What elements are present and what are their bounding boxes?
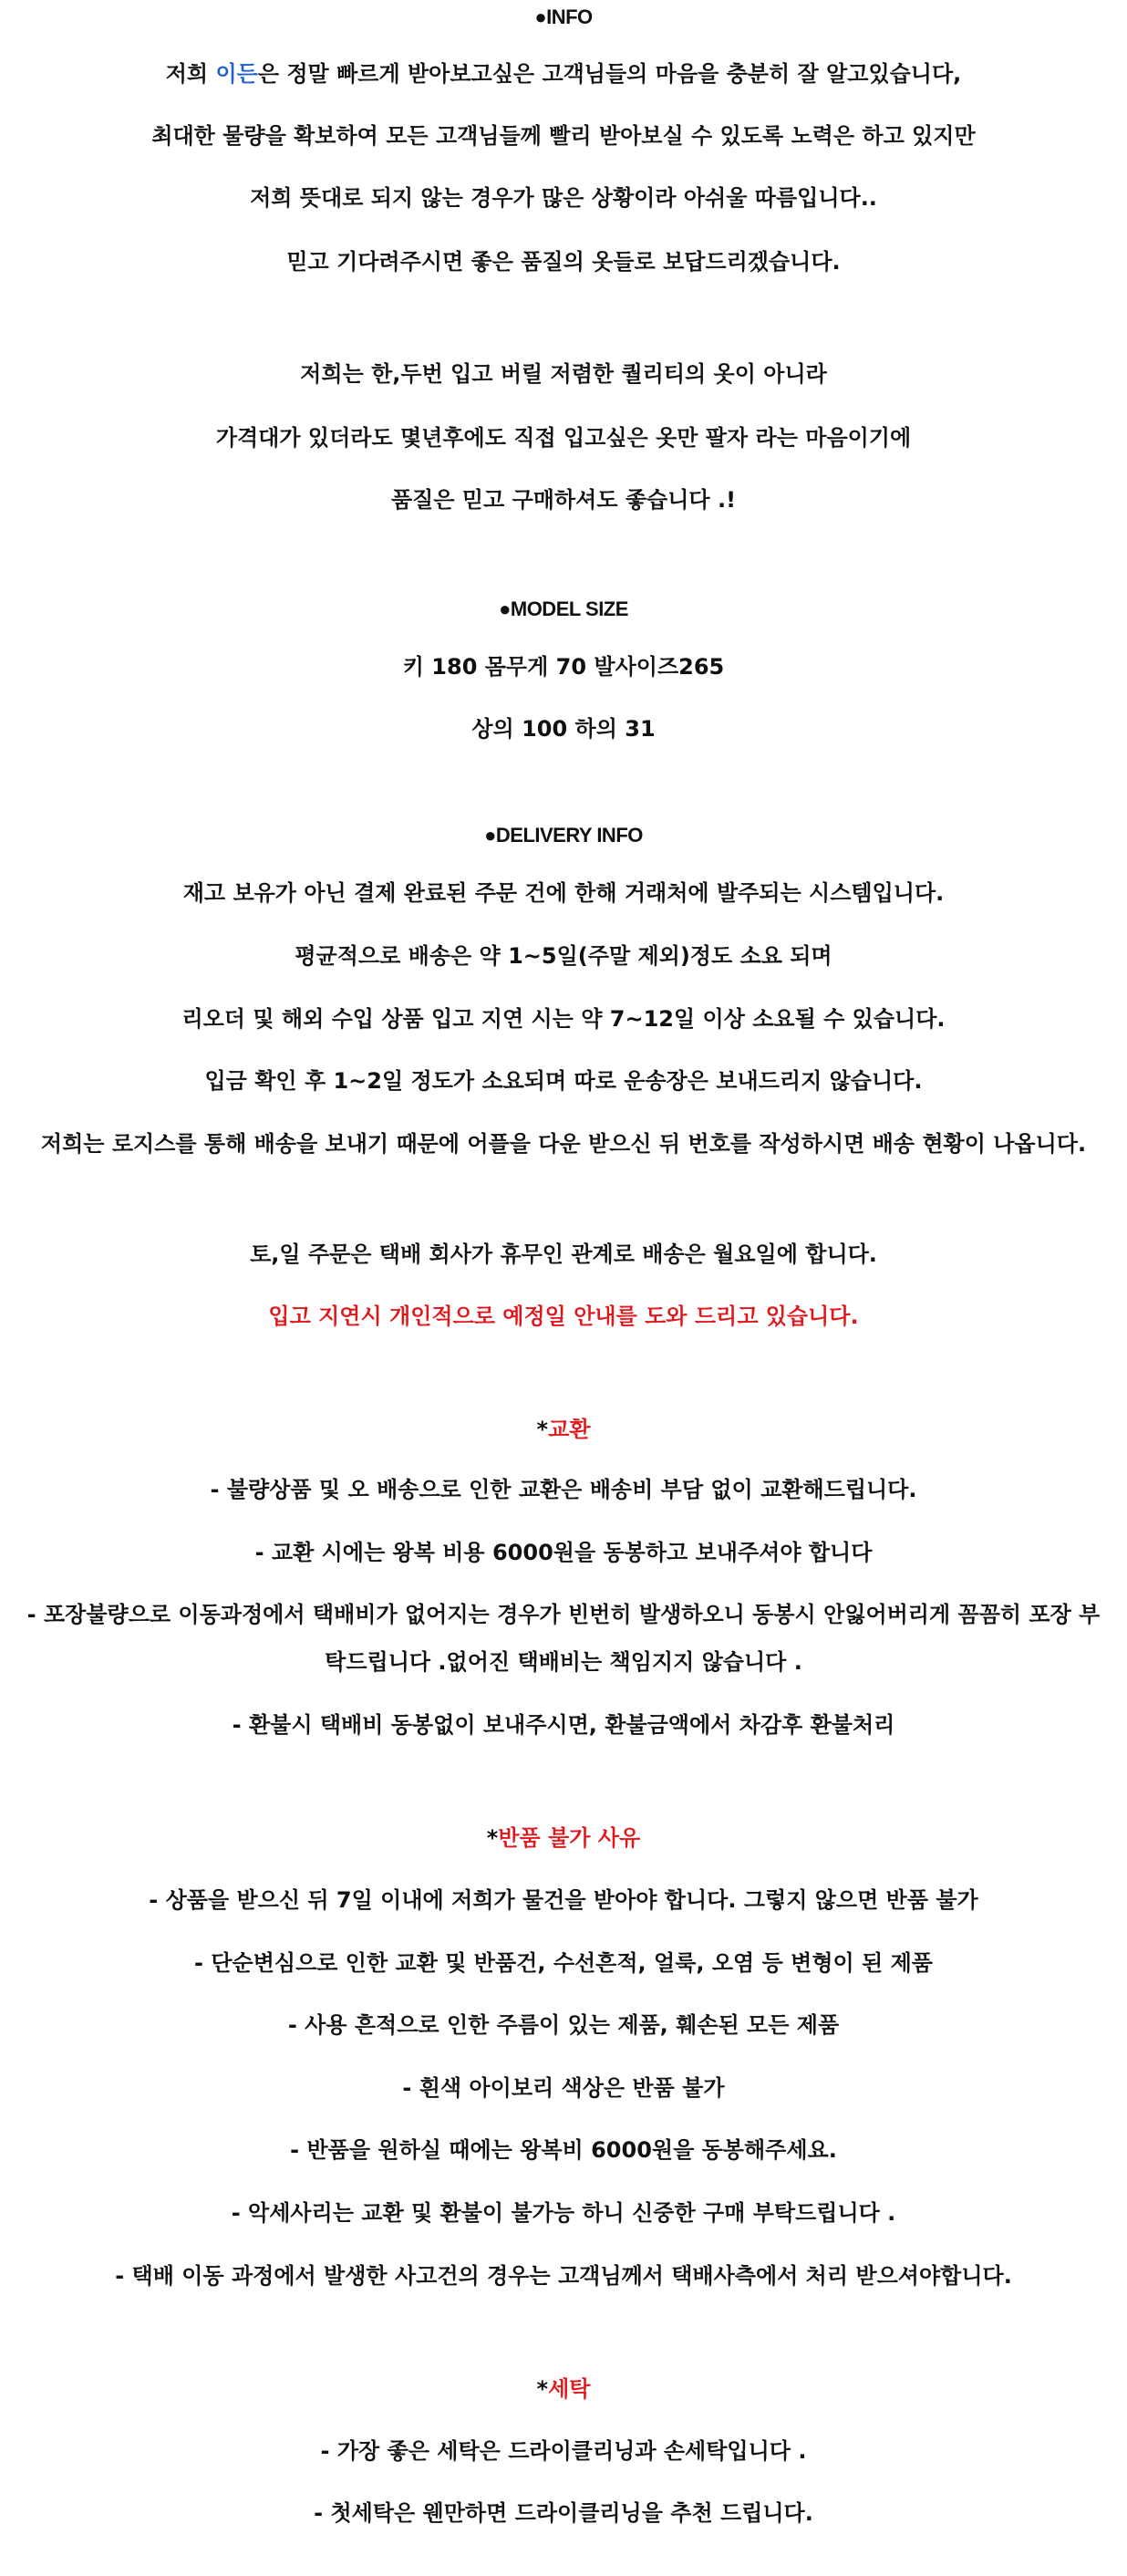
delivery-delay-notice: 입고 지연시 개인적으로 예정일 안내를 도와 드리고 있습니다. <box>268 1304 859 1329</box>
return-heading: *반품 불가 사유 <box>486 1825 641 1851</box>
model-size-line-1: 키 180 몸무게 70 발사이즈265 <box>402 654 725 680</box>
return-line-2: - 단순변심으로 인한 교환 및 반품건, 수선흔적, 얼룩, 오염 등 변형이 된 제품 <box>194 1950 933 1976</box>
exchange-line-2: - 교환 시에는 왕복 비용 6000원을 동봉하고 보내주셔야 합니다 <box>254 1540 873 1565</box>
delivery-line-4: 입금 확인 후 1~2일 정도가 소요되며 따로 운송장은 보내드리지 않습니다. <box>204 1068 923 1094</box>
return-line-5: - 반품을 원하실 때에는 왕복비 6000원을 동봉해주세요. <box>290 2137 837 2163</box>
info-line-1: 저희 이든은 정말 빠르게 받아보고싶은 고객님들의 마음을 충분히 잘 알고있습니다, <box>165 61 962 87</box>
delivery-line-1: 재고 보유가 아닌 결제 완료된 주문 건에 한해 거래처에 발주되는 시스템입니다. <box>182 880 945 906</box>
delivery-line-6: 토,일 주문은 택배 회사가 휴무인 관계로 배송은 월요일에 합니다. <box>250 1241 877 1267</box>
brand-name: 이든 <box>215 61 258 87</box>
exchange-line-1: - 불량상품 및 오 배송으로 인한 교환은 배송비 부담 없이 교환해드립니다. <box>210 1477 917 1502</box>
model-size-line-2: 상의 100 하의 31 <box>471 716 656 742</box>
info-line-6: 가격대가 있더라도 몇년후에도 직접 입고싶은 옷만 팔자 라는 마음이기에 <box>215 425 912 451</box>
exchange-line-4: - 환불시 택배비 동봉없이 보내주시면, 환불금액에서 차감후 환불처리 <box>232 1712 895 1738</box>
wash-line-1: - 가장 좋은 세탁은 드라이클리닝과 손세탁입니다 . <box>320 2438 807 2464</box>
return-line-3: - 사용 흔적으로 인한 주름이 있는 제품, 훼손된 모든 제품 <box>287 2012 840 2038</box>
return-line-1: - 상품을 받으신 뒤 7일 이내에 저희가 물건을 받아야 합니다. 그렇지 않으면 반품 불가 <box>149 1887 978 1913</box>
return-line-6: - 악세사리는 교환 및 환불이 불가능 하니 신중한 구매 부탁드립니다 . <box>231 2200 896 2226</box>
model-size-heading: ●MODEL SIZE <box>499 597 628 620</box>
return-line-7: - 택배 이동 과정에서 발생한 사고건의 경우는 고객님께서 택배사측에서 처리 받으셔야합니다. <box>115 2263 1012 2289</box>
delivery-info-heading: ●DELIVERY INFO <box>484 824 643 847</box>
wash-heading: *세탁 <box>536 2376 591 2402</box>
info-line-2: 최대한 물량을 확보하여 모든 고객님들께 빨리 받아보실 수 있도록 노력은 하고 있지만 <box>151 123 976 149</box>
wash-line-2: - 첫세탁은 웬만하면 드라이클리닝을 추천 드립니다. <box>314 2500 813 2526</box>
info-line-4: 믿고 기다려주시면 좋은 품질의 옷들로 보답드리겠습니다. <box>286 249 841 275</box>
info-line-5: 저희는 한,두번 입고 버릴 저렴한 퀄리티의 옷이 아니라 <box>300 361 827 387</box>
delivery-line-5: 저희는 로지스를 통해 배송을 보내기 때문에 어플을 다운 받으신 뒤 번호를 작성하시면 배송 현황이 나옵니다. <box>40 1131 1087 1157</box>
exchange-heading: *교환 <box>536 1417 591 1442</box>
exchange-line-3: - 포장불량으로 이동과정에서 택배비가 없어지는 경우가 빈번히 발생하오니 동봉시 안잃어버리게 꼼꼼히 포장 부탁드립니다 .없어진 택배비는 책임지지 않습니다 . <box>26 1602 1101 1675</box>
delivery-line-3: 리오더 및 해외 수입 상품 입고 지연 시는 약 7~12일 이상 소요될 수 있습니다. <box>181 1006 946 1032</box>
info-heading: ●INFO <box>534 5 593 28</box>
info-line-3: 저희 뜻대로 되지 않는 경우가 많은 상황이라 아쉬울 따름입니다.. <box>250 185 877 211</box>
return-line-4: - 흰색 아이보리 색상은 반품 불가 <box>402 2075 725 2101</box>
info-line-7: 품질은 믿고 구매하셔도 좋습니다 .! <box>390 487 737 513</box>
delivery-line-2: 평균적으로 배송은 약 1~5일(주말 제외)정도 소요 되며 <box>295 943 832 969</box>
